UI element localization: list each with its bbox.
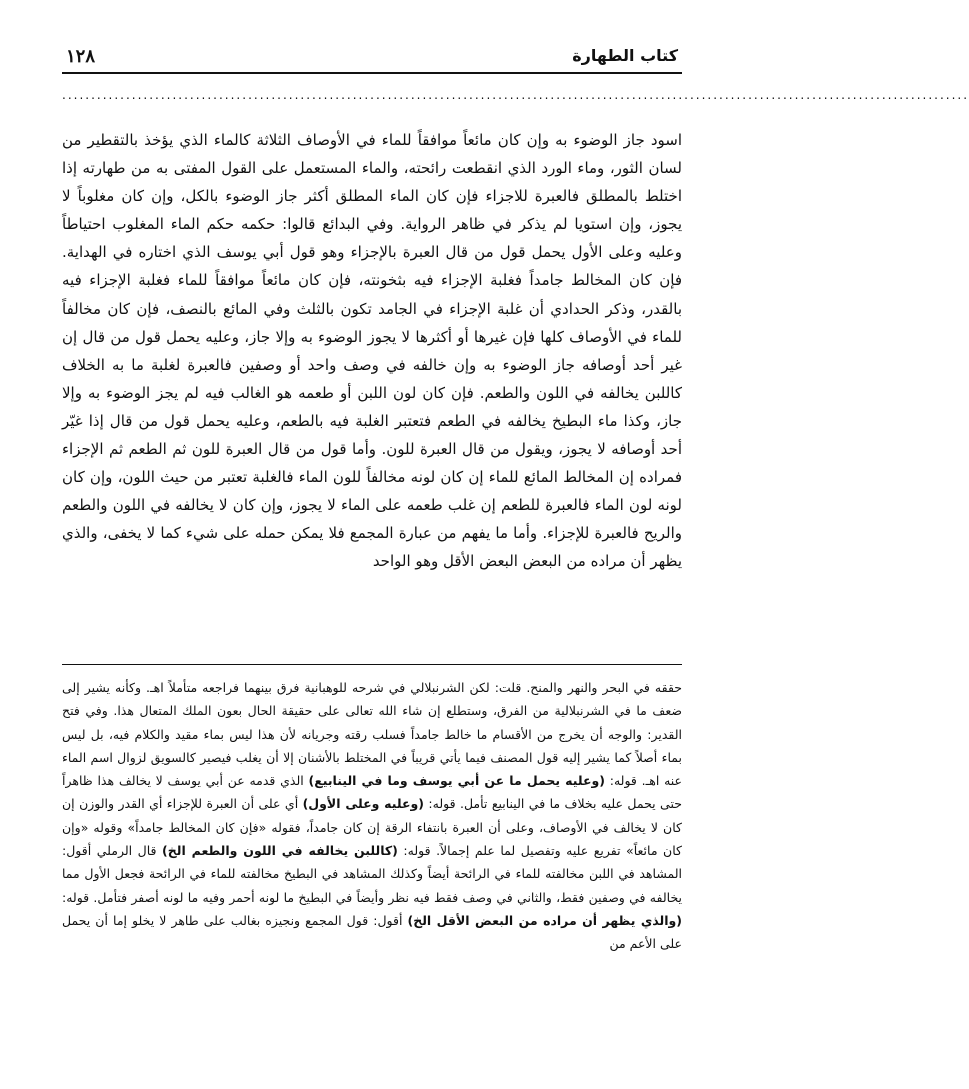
commentary-quote: (والذي يظهر أن مراده من البعض الأقل الخ) xyxy=(407,912,682,928)
commentary-segment: أي على أن العبرة للإجزاء أي القدر والوزن إن كان لا يخالف في الأوصاف، وعلى أن العبرة بانتفاء الرقة إن كان جامداً، فقوله «فإن كان المخالط جامداً» وقوله «وإن كان مائعاً» تفريع عليه وتفصيل لما علم إجمالاً. قوله: xyxy=(62,796,682,859)
commentary-segment: الذي قدمه عن أبي يوسف لا يخالف هذا ظاهراً حتى يحمل عليه بخلاف ما في الينابيع تأمل. قوله: xyxy=(62,773,682,812)
page-number: ١٢٨ xyxy=(66,46,96,67)
dotted-separator: ............................................................................................................................................................ xyxy=(62,88,969,102)
commentary-text xyxy=(62,676,682,956)
page-header xyxy=(66,40,678,70)
header-rule xyxy=(62,72,682,74)
commentary-segment: أقول: قول المجمع ونجيزه بغالب على طاهر لا يخلو إما أن يحمل على الأعم من xyxy=(62,912,682,952)
commentary-quote: (وعليه يحمل ما عن أبي يوسف وما في الينابيع) xyxy=(308,773,605,789)
commentary-quote: (كاللبن يخالفه في اللون والطعم الخ) xyxy=(162,843,398,859)
commentary-segment: قال الرملي أقول: المشاهد في اللبن مخالفته للماء في الرائحة أيضاً وكذلك المشاهد في البطيخ مخالفته للماء في الرائحة فجعل الأول مما يخالفه في وصفين فقط، والثاني في وصف فقط فيه نظر وأيضاً في البطيخ ما لونه أحمر وفيه ما لونه أصفر فتأمل. قوله: xyxy=(62,843,682,905)
commentary-quote: (وعليه وعلى الأول) xyxy=(302,796,424,812)
footnote-divider xyxy=(62,664,682,665)
commentary-segment: حققه في البحر والنهر والمنح. قلت: لكن الشرنبلالي في شرحه للوهبانية فرق بينهما فراجعه متأملاً اهـ. وكأنه يشير إلى ضعف ما في الشرنبلالية من الفرق، وستطلع إن شاء الله تعالى على حقيقة الحال بعون الملك المتعال هذا. وفي فتح القدير: والوجه أن يخرج من الأقسام ما خالط جامداً فسلب رقته وجريانه لأن هذا ليس بماء مقيد والكلام فيه، بل ليس بماء أصلاً كما يشير إليه قول المصنف فيما يأتي قريباً في المختلط بالأشنان إلا أن يغلب فيصير كالسويق لزوال اسم الماء عنه اهـ. قوله: xyxy=(62,680,683,789)
book-title: كتاب الطهارة xyxy=(572,46,678,65)
main-text: اسود جاز الوضوء به وإن كان مائعاً موافقاً للماء في الأوصاف الثلاثة كالماء الذي يؤخذ بالتقطير من لسان الثور، وماء الورد الذي انقطعت رائحته، والماء المستعمل على القول المفتى به من طهارته إذا اختلط بالمطلق فالعبرة للاجزاء فإن كان الماء المطلق أكثر جاز الوضوء بالكل، وإن كان مغلوباً لا يجوز، وإن استويا لم يذكر في ظاهر الرواية. وفي البدائع قالوا: حكمه حكم الماء المغلوب احتياطاً وعليه وعلى الأول يحمل قول من قال العبرة بالإجزاء وهو قول أبي يوسف الذي اختاره في الهداية. فإن كان المخالط جامداً فغلبة الإجزاء فيه بثخونته، فإن كان مائعاً موافقاً للماء فغلبة الإجزاء فيه بالقدر، وذكر الحدادي أن غلبة الإجزاء في الجامد تكون بالثلث وفي المائع بالنصف، فإن كان مخالفاً للماء في الأوصاف كلها فإن غيرها أو أكثرها لا يجوز الوضوء به وإلا جاز، وعليه يحمل قول من قال إن غير أحد أوصافه جاز الوضوء به وإن خالفه في وصف واحد أو وصفين فالعبرة لغلبة ما به الخلاف كاللبن يخالفه في اللون والطعم. فإن كان لون اللبن أو طعمه هو الغالب فيه لم يجز الوضوء به وإلا جاز، وكذا ماء البطيخ يخالفه في الطعم فتعتبر الغلبة فيه بالطعم، وعليه يحمل قول من قال إذا غيّر أحد أوصافه لا يجوز، ويقول من قال العبرة للون. وأما قول من قال العبرة للون ثم الطعم ثم الإجزاء فمراده إن المخالط المائع للماء إن كان لونه مخالفاً للون الماء فالغلبة تعتبر من حيث اللون، وإن كان لونه لون الماء فالعبرة للطعم إن غلب طعمه على الماء لا يجوز، وإن كان لا يخالفه في اللون والطعم والريح فالعبرة للإجزاء. وأما ما يفهم من عبارة المجمع فلا يمكن حمله على شيء كما لا يخفى، والذي يظهر أن مراده من البعض البعض الأقل وهو الواحد xyxy=(62,131,682,571)
